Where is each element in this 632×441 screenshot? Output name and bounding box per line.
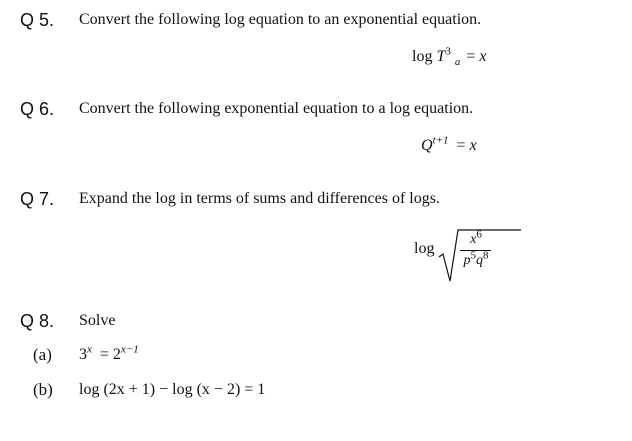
q6-base: Q <box>421 137 433 154</box>
q5-exponent: 3 <box>445 45 451 58</box>
q7-text: Expand the log in terms of sums and differences of logs. <box>79 190 440 207</box>
q6-exponent: t+1 <box>432 134 449 147</box>
q5-equation <box>412 45 487 69</box>
q6-equation <box>421 134 477 155</box>
q5-log: log <box>412 48 433 65</box>
q8b-label: (b) <box>33 380 53 399</box>
q8a-equation: $3^x = 2^{x-1}$ <box>79 343 139 363</box>
q6-text: Convert the following exponential equation to a log equation. <box>79 100 474 117</box>
q6-equals: = <box>456 137 466 154</box>
q7-number: Q 7. <box>20 189 55 209</box>
q7-log: log <box>414 240 435 257</box>
q7-denominator: $p^5q^8$ <box>460 250 491 269</box>
sqrt-symbol <box>438 229 522 283</box>
q7-equation <box>414 229 491 269</box>
q5-subscript: a <box>454 56 461 69</box>
q8-text: Solve <box>79 312 116 329</box>
q6-rhs: x <box>469 137 477 154</box>
q7-radical <box>438 229 491 269</box>
q8a-label: (a) <box>33 345 52 364</box>
q7-numerator: $x^6$ <box>470 228 482 247</box>
q6-number: Q 6. <box>20 99 55 119</box>
q5-rhs: x <box>479 48 487 65</box>
q5-base-var: T <box>436 48 446 65</box>
q8-number: Q 8. <box>20 311 55 331</box>
q5-equals: = <box>466 48 476 65</box>
q5-text: Convert the following log equation to an exponential equation. <box>79 11 482 28</box>
q5-number: Q 5. <box>20 10 55 30</box>
q8b-equation: log (2x + 1) − log (x − 2) = 1 <box>79 381 266 398</box>
